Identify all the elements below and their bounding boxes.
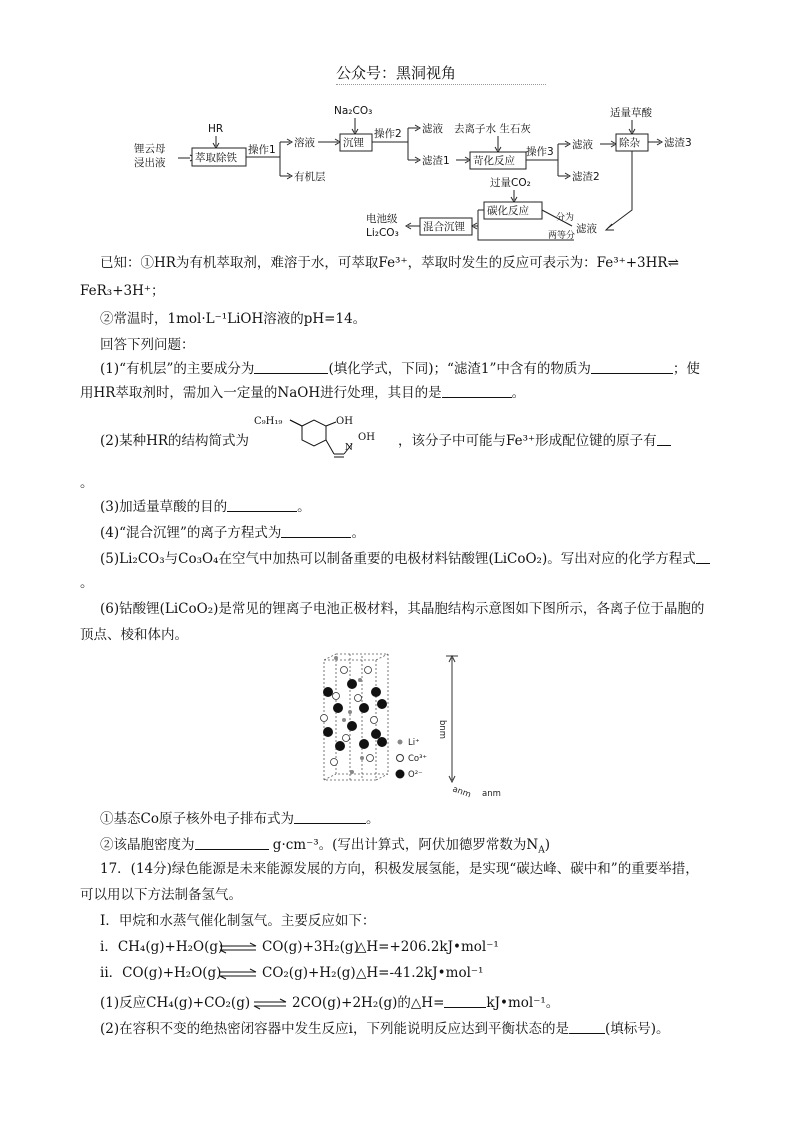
svg-text:沉锂: 沉锂 xyxy=(343,137,364,149)
op3-label: 操作3 xyxy=(526,146,554,158)
filtrate-a: 滤液 xyxy=(422,123,443,135)
filtrate-c: 滤液 xyxy=(576,223,597,235)
split-1: 分为 xyxy=(556,213,575,223)
solution-label: 溶液 xyxy=(294,137,315,149)
answer-blank[interactable] xyxy=(254,360,328,374)
dim-b: bnm xyxy=(437,720,447,740)
q2-tail: ，该分子中可能与Fe³⁺形成配位键的原子有 xyxy=(398,432,671,450)
filtrate-b: 滤液 xyxy=(572,139,593,151)
q6-2: ②该晶胞密度为 g·cm⁻³。(写出计算式，阿伏加德罗常数为$N_A$) xyxy=(100,837,550,856)
answer-blank[interactable] xyxy=(227,498,297,512)
op2-label: 操作2 xyxy=(374,128,402,140)
legend-co: Co³⁺ xyxy=(408,754,428,764)
hr-structure-diagram xyxy=(252,410,392,466)
dim-a1: anm xyxy=(450,784,473,800)
q4: (4)“混合沉锂”的离子方程式为 。 xyxy=(100,525,365,541)
reaction-1-dh: △H=+206.2kJ•mol⁻¹ xyxy=(356,939,499,955)
oh1-label: OH xyxy=(336,416,353,427)
q6-1: ①基态Co原子核外电子排布式为 。 xyxy=(100,811,380,827)
q5: (5)Li₂CO₃与Co₃O₄在空气中加热可以制备重要的电极材料钴酸锂(LiCoO₂)。写出对应的化学方程式 xyxy=(100,550,710,568)
reaction-2: ii．CO(g)+H₂O(g) xyxy=(100,965,222,981)
organic-label: 有机层 xyxy=(294,171,326,183)
raw-label-1: 锂云母 xyxy=(134,143,166,155)
residue3: 滤渣3 xyxy=(664,137,692,149)
eq-arrow-2 xyxy=(218,968,258,980)
reaction-2-product: CO₂(g)+H₂(g) xyxy=(262,965,356,981)
eq-arrow-3 xyxy=(252,998,288,1010)
q1-line2: 用HR萃取剂时，需加入一定量的NaOH进行处理，其目的是 。 xyxy=(80,385,526,401)
water-lime-label: 去离子水 生石灰 xyxy=(454,123,531,135)
reaction-1: i．CH₄(g)+H₂O(g) xyxy=(100,939,224,955)
product-1: 电池级 xyxy=(366,213,398,225)
raw-label-2: 浸出液 xyxy=(134,157,166,169)
svg-text:萃取除铁: 萃取除铁 xyxy=(195,152,237,164)
prompt: 回答下列问题： xyxy=(100,337,195,353)
known-1a: 已知：①HR为有机萃取剂，难溶于水，可萃取Fe³⁺，萃取时发生的反应可表示为：Fe³⁺+3HR⇌ xyxy=(100,255,679,271)
answer-blank[interactable] xyxy=(281,524,351,538)
p1-tail: 2CO(g)+2H₂(g)的△H= kJ•mol⁻¹。 xyxy=(292,995,560,1011)
answer-blank[interactable] xyxy=(294,810,366,824)
q17-line1: 17．(14分)绿色能源是未来能源发展的方向，积极发展氢能，是实现“碳达峰、碳中和”的重要举措， xyxy=(100,861,699,877)
co2-label: 过量CO₂ xyxy=(490,177,531,189)
p2: (2)在容积不变的绝热密闭容器中发生反应i，下列能说明反应达到平衡状态的是 (填标号)。 xyxy=(100,1021,670,1037)
q1-line1: (1)“有机层”的主要成分为 (填化学式，下同)；“滤渣1”中含有的物质为 ；使 xyxy=(100,361,700,377)
n-label: N xyxy=(345,443,353,453)
answer-blank[interactable] xyxy=(657,432,671,446)
split-2: 两等分 xyxy=(548,231,576,241)
crystal-cell-diagram xyxy=(316,650,526,800)
legend-li: Li⁺ xyxy=(408,738,420,748)
oh2-label: OH xyxy=(358,432,375,443)
header-divider xyxy=(336,84,546,85)
q5-period: 。 xyxy=(80,575,94,591)
q17-line2: 可以用以下方法制备氢气。 xyxy=(80,887,242,903)
answer-blank[interactable] xyxy=(569,1020,605,1034)
known-1b: FeR₃+3H⁺； xyxy=(80,283,165,299)
section-1: I．甲烷和水蒸气催化制氢气。主要反应如下： xyxy=(100,913,376,929)
answer-blank[interactable] xyxy=(442,384,512,398)
q3: (3)加适量草酸的目的 。 xyxy=(100,499,311,515)
oxalic-label: 适量草酸 xyxy=(610,107,652,119)
answer-blank[interactable] xyxy=(444,994,486,1008)
p1: (1)反应CH₄(g)+CO₂(g) xyxy=(100,995,251,1011)
answer-blank[interactable] xyxy=(591,360,673,374)
process-flowchart xyxy=(120,100,720,250)
legend-o: O²⁻ xyxy=(408,770,423,780)
q2-period: 。 xyxy=(80,475,94,491)
c9h19-label: C₉H₁₉ xyxy=(254,416,283,427)
op1-label: 操作1 xyxy=(248,144,276,156)
hr-label: HR xyxy=(208,123,224,135)
product-2: Li₂CO₃ xyxy=(366,227,399,239)
reaction-2-dh: △H=-41.2kJ•mol⁻¹ xyxy=(356,965,484,981)
wechat-header: 公众号：黑洞视角 xyxy=(336,64,457,82)
dim-a2: anm xyxy=(482,789,501,799)
na2co3-label: Na₂CO₃ xyxy=(334,105,373,117)
answer-blank[interactable] xyxy=(195,836,269,850)
svg-text:碳化反应: 碳化反应 xyxy=(487,205,529,217)
answer-blank[interactable] xyxy=(696,550,710,564)
q2-prompt: (2)某种HR的结构简式为 xyxy=(100,433,250,449)
residue2: 滤渣2 xyxy=(572,171,600,183)
residue1: 滤渣1 xyxy=(422,155,450,167)
q6-line2: 顶点、棱和体内。 xyxy=(80,627,188,643)
q6-line1: (6)钴酸锂(LiCoO₂)是常见的锂离子电池正极材料，其晶胞结构示意图如下图所示，各离子位于晶胞的 xyxy=(100,601,705,617)
known-2: ②常温时，1mol·L⁻¹LiOH溶液的pH=14。 xyxy=(100,311,367,327)
reaction-1-product: CO(g)+3H₂(g) xyxy=(262,939,359,955)
svg-text:苛化反应: 苛化反应 xyxy=(473,155,515,167)
eq-arrow-1 xyxy=(218,942,258,954)
svg-text:混合沉锂: 混合沉锂 xyxy=(423,221,465,233)
svg-text:除杂: 除杂 xyxy=(619,137,640,149)
